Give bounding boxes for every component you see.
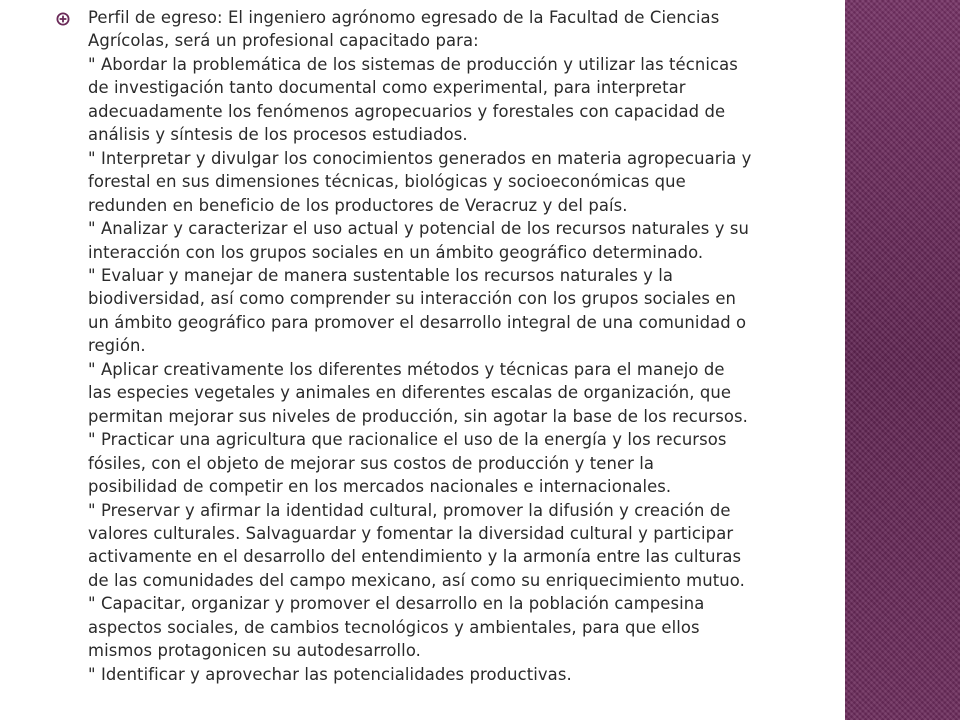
text-line: " Identificar y aprovechar las potencialidades productivas. [88, 664, 572, 684]
text-line: aspectos sociales, de cambios tecnológicos y ambientales, para que ellos [88, 617, 700, 637]
text-line: mismos protagonicen su autodesarrollo. [88, 641, 421, 661]
text-line: activamente en el desarrollo del entendimiento y la armonía entre las culturas [88, 547, 742, 567]
text-line: análisis y síntesis de los procesos estudiados. [88, 125, 468, 145]
bullet-paragraph [88, 6, 838, 686]
text-line: " Abordar la problemática de los sistemas de producción y utilizar las técnicas [88, 54, 738, 74]
text-line: adecuadamente los fenómenos agropecuarios y forestales con capacidad de [88, 101, 726, 121]
text-line: Agrícolas, será un profesional capacitado para: [88, 31, 479, 51]
text-line: fósiles, con el objeto de mejorar sus costos de producción y tener la [88, 453, 655, 473]
text-line: forestal en sus dimensiones técnicas, biológicas y socioeconómicas que [88, 172, 686, 192]
text-content [56, 6, 836, 716]
text-line: " Practicar una agricultura que racionalice el uso de la energía y los recursos [88, 430, 727, 450]
text-line: Perfil de egreso: El ingeniero agrónomo egresado de la Facultad de Ciencias [88, 8, 720, 27]
text-line: " Capacitar, organizar y promover el desarrollo en la población campesina [88, 594, 705, 614]
text-line: interacción con los grupos sociales en un ámbito geográfico determinado. [88, 242, 704, 262]
text-line: las especies vegetales y animales en diferentes escalas de organización, que [88, 383, 732, 403]
text-line: valores culturales. Salvaguardar y fomentar la diversidad cultural y participar [88, 523, 734, 543]
text-line: " Evaluar y manejar de manera sustentable los recursos naturales y la [88, 265, 674, 285]
circled-plus-icon [56, 12, 70, 26]
text-line: un ámbito geográfico para promover el desarrollo integral de una comunidad o [88, 312, 747, 332]
text-line: " Aplicar creativamente los diferentes métodos y técnicas para el manejo de [88, 359, 725, 379]
text-line: redunden en beneficio de los productores de Veracruz y del país. [88, 195, 628, 215]
text-line: permitan mejorar sus niveles de producción, sin agotar la base de los recursos. [88, 406, 748, 426]
text-line: " Preservar y afirmar la identidad cultural, promover la difusión y creación de [88, 500, 731, 520]
text-line: " Analizar y caracterizar el uso actual y potencial de los recursos naturales y su [88, 219, 749, 239]
text-line: " Interpretar y divulgar los conocimientos generados en materia agropecuaria y [88, 148, 752, 168]
text-line: de las comunidades del campo mexicano, así como su enriquecimiento mutuo. [88, 570, 745, 590]
text-line: región. [88, 336, 146, 356]
decorative-side-band [845, 0, 960, 720]
text-line: posibilidad de competir en los mercados nacionales e internacionales. [88, 477, 672, 497]
text-line: biodiversidad, así como comprender su interacción con los grupos sociales en [88, 289, 737, 309]
text-line: de investigación tanto documental como experimental, para interpretar [88, 78, 686, 98]
